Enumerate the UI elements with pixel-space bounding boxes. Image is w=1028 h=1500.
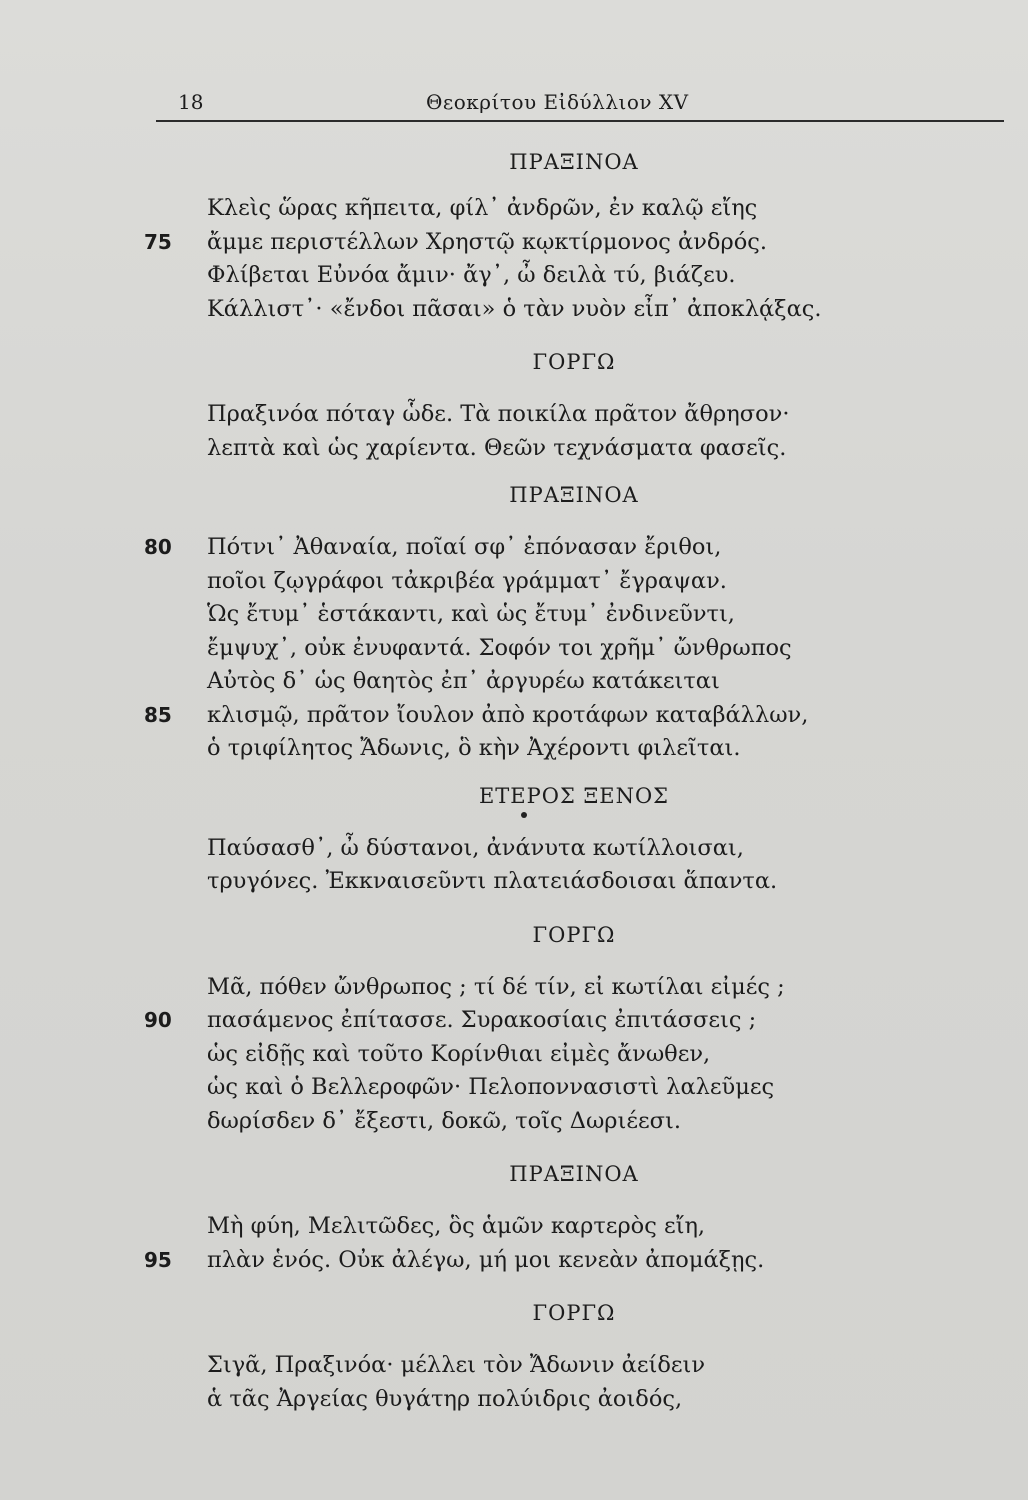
line-number: 80 (144, 535, 172, 559)
verse-text: ὡς καὶ ὁ Βελλεροφῶν· Πελοποννασιστὶ λαλεῦμες (207, 1074, 775, 1100)
verse-line (0, 192, 1028, 226)
line-number: 85 (144, 702, 172, 727)
verse-line (0, 971, 1028, 1005)
header-rule (156, 120, 1004, 122)
verse-line (0, 531, 1028, 565)
speaker-heading: ΓΟΡΓΩ (532, 1301, 616, 1325)
verse-line (0, 565, 1028, 599)
speaker-heading: ΠΡΑΞΙΝΟΑ (509, 483, 639, 507)
verse-text: Κάλλιστ᾽· «ἔνδοι πᾶσαι» ὁ τὰν νυὸν εἶπ᾽ ἀποκλᾴξας. (207, 295, 822, 322)
page-number: 18 (178, 90, 204, 114)
poem-text (0, 148, 1028, 1416)
verse-line (0, 1071, 1028, 1105)
verse-text: Κλεὶς ὥρας κῆπειτα, φίλ᾽ ἀνδρῶν, ἐν καλῷ εἴης (207, 195, 758, 221)
line-number: 95 (144, 1247, 172, 1272)
verse-line (0, 732, 1028, 766)
verse-line (0, 699, 1028, 733)
verse-line (0, 1349, 1028, 1383)
speaker-heading: ΓΟΡΓΩ (532, 350, 616, 374)
verse-text: ἁ τᾶς Ἀργείας θυγάτηρ πολύιδρις ἀοιδός, (207, 1385, 683, 1412)
verse-text: Ὡς ἔτυμ᾽ ἑστάκαντι, καὶ ὡς ἔτυμ᾽ ἐνδινεῦντι, (207, 601, 735, 627)
verse-text: ἄμμε περιστέλλων Χρηστῷ κῳκτίρμονος ἀνδρός. (207, 228, 767, 255)
verse-text: Πραξινόα πόταγ ὧδε. Τὰ ποικίλα πρᾶτον ἄθρησον· (207, 401, 790, 427)
verse-text: Παύσασθ᾽, ὦ δύστανοι, ἀνάνυτα κωτίλλοισαι, (207, 834, 744, 861)
verse-line (0, 226, 1028, 260)
speaker-heading: ΠΡΑΞΙΝΟΑ (509, 150, 639, 174)
verse-text: Αὐτὸς δ᾽ ὡς θαητὸς ἐπ᾽ ἀργυρέω κατάκειται (207, 668, 720, 694)
bullet-dot (521, 812, 527, 818)
verse-text: Σιγᾶ, Πραξινόα· μέλλει τὸν Ἄδωνιν ἀείδειν (207, 1352, 706, 1378)
verse-line (0, 1210, 1028, 1244)
verse-text: πλὰν ἑνός. Οὐκ ἀλέγω, μή μοι κενεὰν ἀπομάξῃς. (207, 1246, 765, 1273)
line-number: 75 (144, 229, 172, 254)
running-title: Θεοκρίτου Εἰδύλλιον XV (426, 90, 689, 114)
verse-line (0, 259, 1028, 293)
verse-line (0, 1038, 1028, 1072)
verse-text: Μᾶ, πόθεν ὤνθρωπος ; τί δέ τίν, εἰ κωτίλαι εἰμές ; (207, 973, 785, 1000)
verse-line (0, 1244, 1028, 1278)
verse-line (0, 1383, 1028, 1417)
verse-line (0, 632, 1028, 666)
verse-line (0, 865, 1028, 899)
verse-text: ὁ τριφίλητος Ἄδωνις, ὃ κὴν Ἀχέροντι φιλεῖται. (207, 735, 741, 761)
verse-line (0, 1105, 1028, 1139)
verse-text: Μὴ φύη, Μελιτῶδες, ὃς ἁμῶν καρτερὸς εἴη, (207, 1213, 706, 1239)
verse-text: ἔμψυχ᾽, οὐκ ἐνυφαντά. Σοφόν τοι χρῆμ᾽ ὤνθρωπος (207, 634, 792, 661)
verse-text: κλισμῷ, πρᾶτον ἴουλον ἀπὸ κροτάφων καταβάλλων, (207, 701, 809, 728)
verse-text: Πότνι᾽ Ἀθαναία, ποῖαί σφ᾽ ἐπόνασαν ἔριθοι, (207, 534, 722, 560)
verse-text: δωρίσδεν δ᾽ ἔξεστι, δοκῶ, τοῖς Δωριέεσι. (207, 1107, 682, 1134)
verse-text: πασάμενος ἐπίτασσε. Συρακοσίαις ἐπιτάσσεις ; (207, 1007, 757, 1033)
verse-line (0, 598, 1028, 632)
verse-text: ὡς εἰδῇς καὶ τοῦτο Κορίνθιαι εἰμὲς ἄνωθεν, (207, 1040, 711, 1067)
verse-line (0, 832, 1028, 866)
verse-line (0, 1004, 1028, 1038)
verse-text: λεπτὰ καὶ ὡς χαρίεντα. Θεῶν τεχνάσματα φασεῖς. (207, 434, 787, 461)
line-number: 90 (144, 1008, 172, 1032)
verse-line (0, 398, 1028, 432)
verse-text: ποῖοι ζῳγράφοι τἀκριβέα γράμματ᾽ ἔγραψαν. (207, 567, 727, 594)
speaker-heading: ΠΡΑΞΙΝΟΑ (509, 1162, 639, 1186)
verse-line (0, 432, 1028, 466)
verse-line (0, 293, 1028, 327)
verse-text: Φλίβεται Εὐνόα ἄμιν· ἄγ᾽, ὦ δειλὰ τύ, βιάζευ. (207, 262, 736, 288)
speaker-heading: ΓΟΡΓΩ (532, 922, 616, 947)
verse-line (0, 665, 1028, 699)
speaker-heading: ΕΤΕΡΟΣ ΞΕΝΟΣ (478, 783, 670, 808)
verse-text: τρυγόνες. Ἐκκναισεῦντι πλατειάσδοισαι ἅπαντα. (207, 868, 778, 894)
